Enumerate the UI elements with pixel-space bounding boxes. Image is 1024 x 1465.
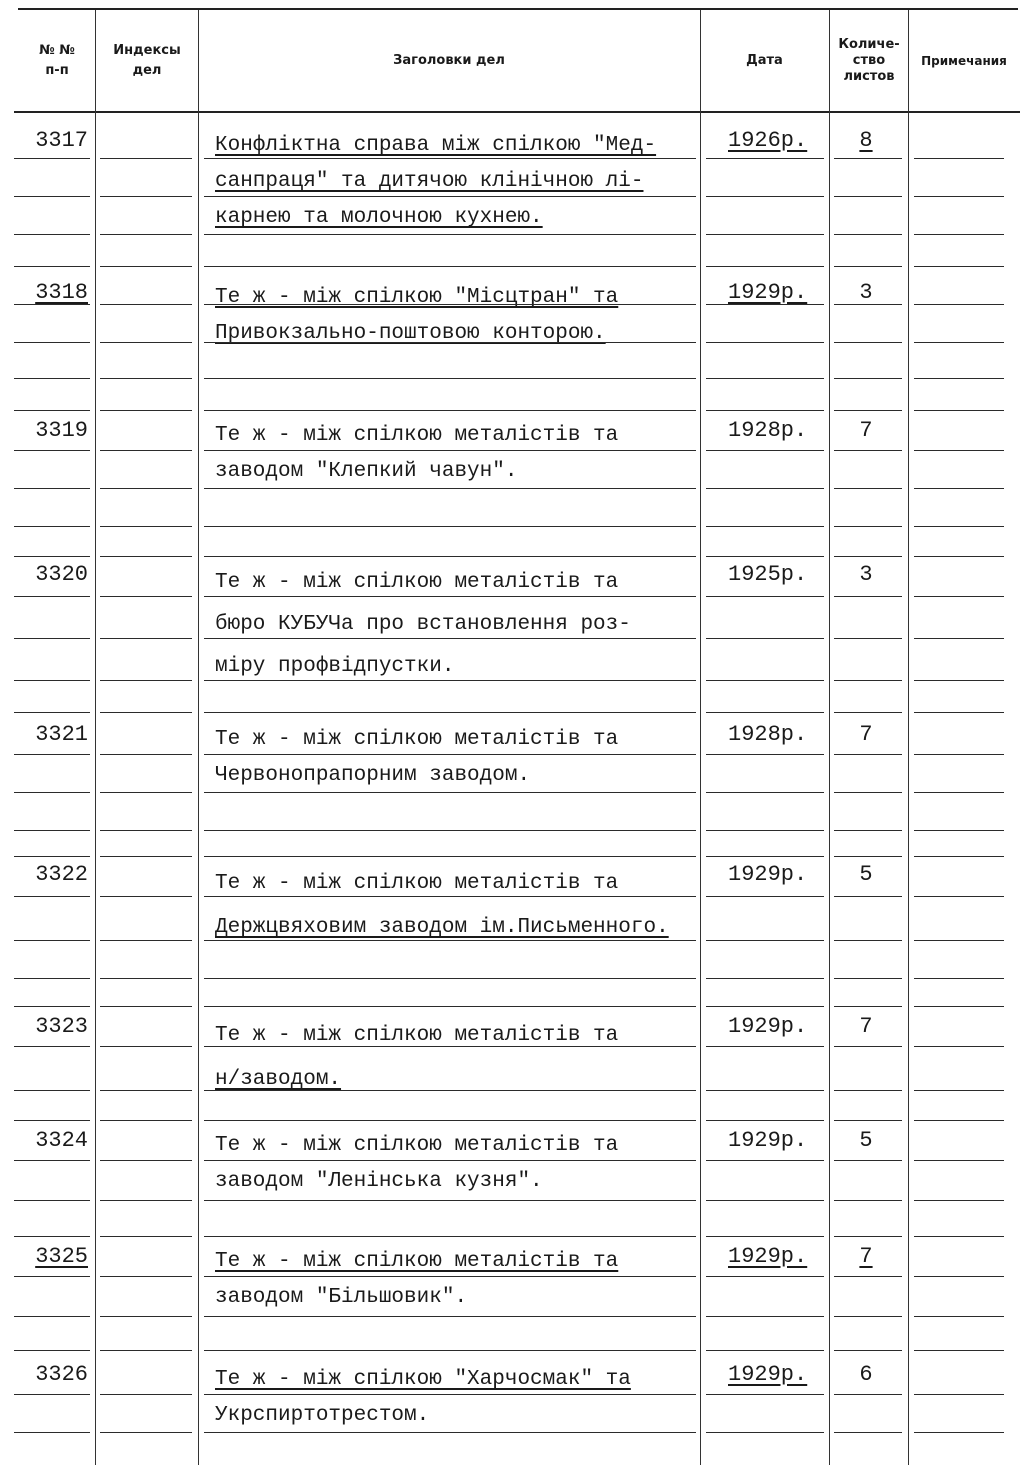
- ruled-line: [204, 1090, 696, 1091]
- header-date: [701, 12, 828, 110]
- ruled-line: [14, 410, 90, 411]
- ruled-line: [14, 1350, 90, 1351]
- case-title-line: Те ж - мiж спiлкою металiстiв та: [215, 872, 619, 895]
- ruled-line: [204, 896, 696, 897]
- ruled-line: [834, 234, 902, 235]
- ruled-line: [914, 234, 1004, 235]
- header-rule: [14, 111, 1020, 113]
- ruled-line: [706, 196, 824, 197]
- case-sheets: 7: [859, 1244, 873, 1269]
- ruled-line: [914, 526, 1004, 527]
- ruled-line: [834, 1350, 902, 1351]
- ruled-line: [834, 1120, 902, 1121]
- ruled-line: [204, 1316, 696, 1317]
- ruled-line: [100, 304, 192, 305]
- case-title-line: заводом "Ленiнська кузня".: [215, 1170, 543, 1193]
- ruled-line: [14, 596, 90, 597]
- header-number-line1: № №: [39, 43, 75, 58]
- ruled-line: [100, 158, 192, 159]
- case-sheets: 7: [859, 722, 873, 747]
- header-sheets-line2: ство: [852, 53, 886, 68]
- ruled-line: [204, 304, 696, 305]
- ruled-line: [706, 940, 824, 941]
- ruled-line: [204, 1200, 696, 1201]
- case-sheets: 3: [859, 562, 873, 587]
- ruled-line: [204, 488, 696, 489]
- ruled-line: [204, 1394, 696, 1395]
- ruled-line: [914, 1432, 1004, 1433]
- ruled-line: [100, 196, 192, 197]
- ruled-line: [204, 234, 696, 235]
- ruled-line: [914, 342, 1004, 343]
- case-sheets: 6: [859, 1362, 873, 1387]
- column-divider: [198, 10, 199, 1465]
- ruled-line: [914, 266, 1004, 267]
- case-sheets: 7: [859, 1014, 873, 1039]
- ruled-line: [204, 410, 696, 411]
- ruled-line: [204, 158, 696, 159]
- ruled-line: [834, 1432, 902, 1433]
- case-date: 1928р.: [728, 418, 808, 443]
- ruled-line: [706, 158, 824, 159]
- ruled-line: [14, 450, 90, 451]
- case-title: [215, 562, 705, 688]
- ruled-line: [834, 1006, 902, 1007]
- ruled-line: [914, 1090, 1004, 1091]
- ruled-line: [14, 792, 90, 793]
- case-title: [215, 1362, 705, 1434]
- ruled-line: [14, 1236, 90, 1237]
- ruled-line: [14, 1120, 90, 1121]
- ruled-line: [204, 680, 696, 681]
- ruled-line: [204, 792, 696, 793]
- ruled-line: [14, 556, 90, 557]
- header-number: [20, 12, 94, 110]
- case-sheets: 3: [859, 280, 873, 305]
- ruled-line: [834, 754, 902, 755]
- ruled-line: [706, 342, 824, 343]
- ruled-line: [204, 940, 696, 941]
- case-title-line: бюро КУБУЧа про встановлення роз-: [215, 613, 631, 636]
- case-title-line: заводом "Клепкий чавун".: [215, 460, 518, 483]
- case-title: [215, 862, 705, 950]
- ruled-line: [100, 754, 192, 755]
- ruled-line: [834, 450, 902, 451]
- ruled-line: [706, 978, 824, 979]
- ruled-line: [914, 488, 1004, 489]
- case-sheets: 5: [859, 862, 873, 887]
- ruled-line: [100, 1316, 192, 1317]
- ruled-line: [14, 1090, 90, 1091]
- ruled-line: [834, 830, 902, 831]
- ruled-line: [14, 978, 90, 979]
- column-divider: [829, 10, 830, 1465]
- header-indices-line2: дел: [132, 63, 162, 78]
- ruled-line: [706, 304, 824, 305]
- ruled-line: [204, 712, 696, 713]
- case-title: [215, 1244, 705, 1316]
- header-number-line2: п-п: [45, 63, 69, 78]
- ruled-line: [834, 196, 902, 197]
- ruled-line: [834, 638, 902, 639]
- ruled-line: [706, 526, 824, 527]
- column-divider: [95, 10, 96, 1465]
- case-number: 3319: [35, 418, 88, 443]
- ruled-line: [14, 1394, 90, 1395]
- ruled-line: [100, 856, 192, 857]
- case-number: 3318: [35, 280, 88, 305]
- case-title-line: Те ж - мiж спiлкою металiстiв та: [215, 1024, 619, 1047]
- ruled-line: [914, 556, 1004, 557]
- ruled-line: [834, 342, 902, 343]
- ruled-line: [100, 234, 192, 235]
- case-title-line: Те ж - мiж спiлкою металiстiв та: [215, 1134, 619, 1157]
- ruled-line: [914, 978, 1004, 979]
- case-title: [215, 1128, 705, 1200]
- ruled-line: [100, 1200, 192, 1201]
- ruled-line: [204, 526, 696, 527]
- ruled-line: [914, 940, 1004, 941]
- ruled-line: [706, 410, 824, 411]
- ruled-line: [706, 638, 824, 639]
- ruled-line: [204, 1350, 696, 1351]
- case-title: [215, 128, 705, 236]
- ruled-line: [834, 1200, 902, 1201]
- ruled-line: [100, 712, 192, 713]
- ruled-line: [706, 1236, 824, 1237]
- ruled-line: [914, 378, 1004, 379]
- ruled-line: [14, 488, 90, 489]
- ruled-line: [14, 680, 90, 681]
- ruled-line: [706, 856, 824, 857]
- ruled-line: [100, 488, 192, 489]
- ruled-line: [706, 1200, 824, 1201]
- case-number: 3321: [35, 722, 88, 747]
- header-notes: [909, 12, 1019, 110]
- case-date: 1926р.: [728, 128, 808, 153]
- ruled-line: [914, 196, 1004, 197]
- ruled-line: [14, 1276, 90, 1277]
- ruled-line: [834, 304, 902, 305]
- ruled-line: [100, 1394, 192, 1395]
- ruled-line: [100, 410, 192, 411]
- case-title-line: Те ж - мiж спiлкою металiстiв та: [215, 571, 619, 594]
- ruled-line: [100, 896, 192, 897]
- case-date: 1929р.: [728, 1244, 808, 1269]
- case-title-line: Те ж - мiж спiлкою "Мiсцтран" та: [215, 286, 619, 309]
- ruled-line: [14, 378, 90, 379]
- ruled-line: [100, 1350, 192, 1351]
- ruled-line: [204, 754, 696, 755]
- top-rule: [18, 8, 1018, 10]
- ruled-line: [14, 940, 90, 941]
- case-date: 1929р.: [728, 1014, 808, 1039]
- ruled-line: [834, 1046, 902, 1047]
- case-date: 1928р.: [728, 722, 808, 747]
- ruled-line: [914, 158, 1004, 159]
- ruled-line: [204, 1160, 696, 1161]
- column-divider: [908, 10, 909, 1465]
- case-date: 1929р.: [728, 862, 808, 887]
- ruled-line: [14, 1160, 90, 1161]
- ruled-line: [706, 830, 824, 831]
- ruled-line: [914, 1350, 1004, 1351]
- ruled-line: [834, 378, 902, 379]
- ruled-line: [834, 1394, 902, 1395]
- ruled-line: [100, 1046, 192, 1047]
- ruled-line: [204, 342, 696, 343]
- ruled-line: [14, 856, 90, 857]
- ruled-line: [204, 556, 696, 557]
- ruled-line: [914, 680, 1004, 681]
- ruled-line: [14, 1046, 90, 1047]
- ruled-line: [706, 1006, 824, 1007]
- ruled-line: [914, 1394, 1004, 1395]
- ruled-line: [100, 1236, 192, 1237]
- ruled-line: [204, 450, 696, 451]
- case-date: 1929р.: [728, 1362, 808, 1387]
- ruled-line: [834, 680, 902, 681]
- ruled-line: [204, 1236, 696, 1237]
- ruled-line: [100, 596, 192, 597]
- ruled-line: [706, 1350, 824, 1351]
- header-sheets-line1: Количе-: [838, 37, 900, 52]
- ruled-line: [14, 342, 90, 343]
- ruled-line: [706, 754, 824, 755]
- case-title-line: Те ж - мiж спiлкою металiстiв та: [215, 424, 619, 447]
- ruled-line: [14, 712, 90, 713]
- ruled-line: [834, 712, 902, 713]
- ruled-line: [914, 792, 1004, 793]
- ruled-line: [706, 1316, 824, 1317]
- ruled-line: [914, 1006, 1004, 1007]
- ruled-line: [706, 896, 824, 897]
- ruled-line: [204, 196, 696, 197]
- case-title-line: Те ж - мiж спiлкою "Харчосмак" та: [215, 1368, 631, 1391]
- ruled-line: [914, 1316, 1004, 1317]
- ruled-line: [100, 978, 192, 979]
- ruled-line: [100, 556, 192, 557]
- ruled-line: [914, 450, 1004, 451]
- ruled-line: [14, 830, 90, 831]
- case-title-line: санпраця" та дитячою клiнiчною лi-: [215, 170, 644, 193]
- case-title-line: Укрспиртотрестом.: [215, 1404, 430, 1427]
- ruled-line: [834, 978, 902, 979]
- ruled-line: [100, 638, 192, 639]
- ruled-line: [706, 450, 824, 451]
- ruled-line: [914, 596, 1004, 597]
- ruled-line: [14, 638, 90, 639]
- header-notes-label: Примечания: [921, 54, 1007, 68]
- ruled-line: [14, 234, 90, 235]
- ruled-line: [204, 1120, 696, 1121]
- ruled-line: [100, 1120, 192, 1121]
- ruled-line: [834, 940, 902, 941]
- ruled-line: [834, 1090, 902, 1091]
- ruled-line: [834, 1316, 902, 1317]
- ruled-line: [14, 158, 90, 159]
- case-sheets: 7: [859, 418, 873, 443]
- ruled-line: [14, 896, 90, 897]
- ruled-line: [834, 596, 902, 597]
- ruled-line: [100, 526, 192, 527]
- ruled-line: [14, 1006, 90, 1007]
- ruled-line: [914, 1236, 1004, 1237]
- ruled-line: [14, 266, 90, 267]
- ruled-line: [834, 1236, 902, 1237]
- ruled-line: [100, 450, 192, 451]
- ruled-line: [706, 1120, 824, 1121]
- ruled-line: [834, 792, 902, 793]
- ruled-line: [914, 1120, 1004, 1121]
- ruled-line: [100, 792, 192, 793]
- case-number: 3326: [35, 1362, 88, 1387]
- ruled-line: [914, 638, 1004, 639]
- ruled-line: [100, 940, 192, 941]
- ruled-line: [914, 856, 1004, 857]
- ruled-line: [204, 1006, 696, 1007]
- ruled-line: [706, 1046, 824, 1047]
- ruled-line: [100, 378, 192, 379]
- ruled-line: [14, 526, 90, 527]
- ruled-line: [834, 266, 902, 267]
- case-date: 1925р.: [728, 562, 808, 587]
- case-title-line: Держцвяховим заводом iм.Письменного.: [215, 916, 669, 939]
- ruled-line: [914, 304, 1004, 305]
- header-indices: [96, 12, 198, 110]
- case-title-line: Конфлiктна справа мiж спiлкою "Мед-: [215, 134, 657, 157]
- header-titles: [199, 12, 699, 110]
- ruled-line: [204, 1046, 696, 1047]
- header-sheets: [830, 12, 908, 110]
- case-date: 1929р.: [728, 1128, 808, 1153]
- ruled-line: [706, 596, 824, 597]
- ruled-line: [834, 1160, 902, 1161]
- header-titles-label: Заголовки дел: [393, 53, 505, 68]
- ruled-line: [834, 488, 902, 489]
- ruled-line: [706, 266, 824, 267]
- ruled-line: [706, 792, 824, 793]
- ruled-line: [706, 234, 824, 235]
- ruled-line: [706, 1394, 824, 1395]
- ruled-line: [100, 1276, 192, 1277]
- ruled-line: [914, 896, 1004, 897]
- ruled-line: [706, 488, 824, 489]
- ruled-line: [14, 196, 90, 197]
- ruled-line: [914, 410, 1004, 411]
- ruled-line: [100, 1006, 192, 1007]
- ruled-line: [100, 1160, 192, 1161]
- case-title: [215, 722, 705, 794]
- ruled-line: [100, 266, 192, 267]
- ruled-line: [14, 754, 90, 755]
- ruled-line: [914, 712, 1004, 713]
- ruled-line: [204, 1276, 696, 1277]
- ruled-line: [834, 856, 902, 857]
- ruled-line: [204, 378, 696, 379]
- ruled-line: [204, 856, 696, 857]
- case-number: 3322: [35, 862, 88, 887]
- case-title-line: Червонопрапорним заводом.: [215, 764, 531, 787]
- case-date: 1929р.: [728, 280, 808, 305]
- case-title-line: Те ж - мiж спiлкою металiстiв та: [215, 728, 619, 751]
- ruled-line: [914, 1046, 1004, 1047]
- ruled-line: [14, 1200, 90, 1201]
- ruled-line: [14, 304, 90, 305]
- ruled-line: [834, 526, 902, 527]
- ruled-line: [204, 1432, 696, 1433]
- ruled-line: [204, 978, 696, 979]
- header-sheets-line3: листов: [843, 69, 895, 84]
- ruled-line: [706, 1160, 824, 1161]
- ruled-line: [204, 596, 696, 597]
- case-title: [215, 418, 705, 490]
- case-title-line: заводом "Бiльшовик".: [215, 1286, 468, 1309]
- ruled-line: [204, 638, 696, 639]
- case-number: 3320: [35, 562, 88, 587]
- case-sheets: 8: [859, 128, 873, 153]
- ruled-line: [14, 1316, 90, 1317]
- ruled-line: [204, 266, 696, 267]
- ruled-line: [914, 754, 1004, 755]
- case-number: 3317: [35, 128, 88, 153]
- ruled-line: [706, 1090, 824, 1091]
- case-title-line: Привокзально-поштовою конторою.: [215, 322, 606, 345]
- ruled-line: [100, 680, 192, 681]
- ruled-line: [706, 378, 824, 379]
- ruled-line: [14, 1432, 90, 1433]
- case-title: [215, 1014, 705, 1102]
- ruled-line: [914, 1160, 1004, 1161]
- case-title-line: мiру профвiдпустки.: [215, 655, 455, 678]
- ruled-line: [914, 1276, 1004, 1277]
- ruled-line: [834, 158, 902, 159]
- ruled-line: [706, 556, 824, 557]
- ruled-line: [834, 896, 902, 897]
- ruled-line: [834, 556, 902, 557]
- case-title-line: Те ж - мiж спiлкою металiстiв та: [215, 1250, 619, 1273]
- ruled-line: [706, 1276, 824, 1277]
- ruled-line: [706, 1432, 824, 1433]
- ruled-line: [706, 680, 824, 681]
- ruled-line: [914, 830, 1004, 831]
- ruled-line: [834, 1276, 902, 1277]
- case-number: 3325: [35, 1244, 88, 1269]
- case-number: 3323: [35, 1014, 88, 1039]
- ruled-line: [204, 830, 696, 831]
- ruled-line: [914, 1200, 1004, 1201]
- ruled-line: [706, 712, 824, 713]
- ruled-line: [834, 410, 902, 411]
- case-number: 3324: [35, 1128, 88, 1153]
- ruled-line: [100, 342, 192, 343]
- case-title-line: н/заводом.: [215, 1068, 342, 1091]
- ruled-line: [100, 1432, 192, 1433]
- header-indices-line1: Индексы: [113, 43, 181, 58]
- case-title-line: карнею та молочною кухнею.: [215, 206, 543, 229]
- case-sheets: 5: [859, 1128, 873, 1153]
- ruled-line: [100, 1090, 192, 1091]
- header-date-label: Дата: [746, 53, 783, 68]
- ruled-line: [100, 830, 192, 831]
